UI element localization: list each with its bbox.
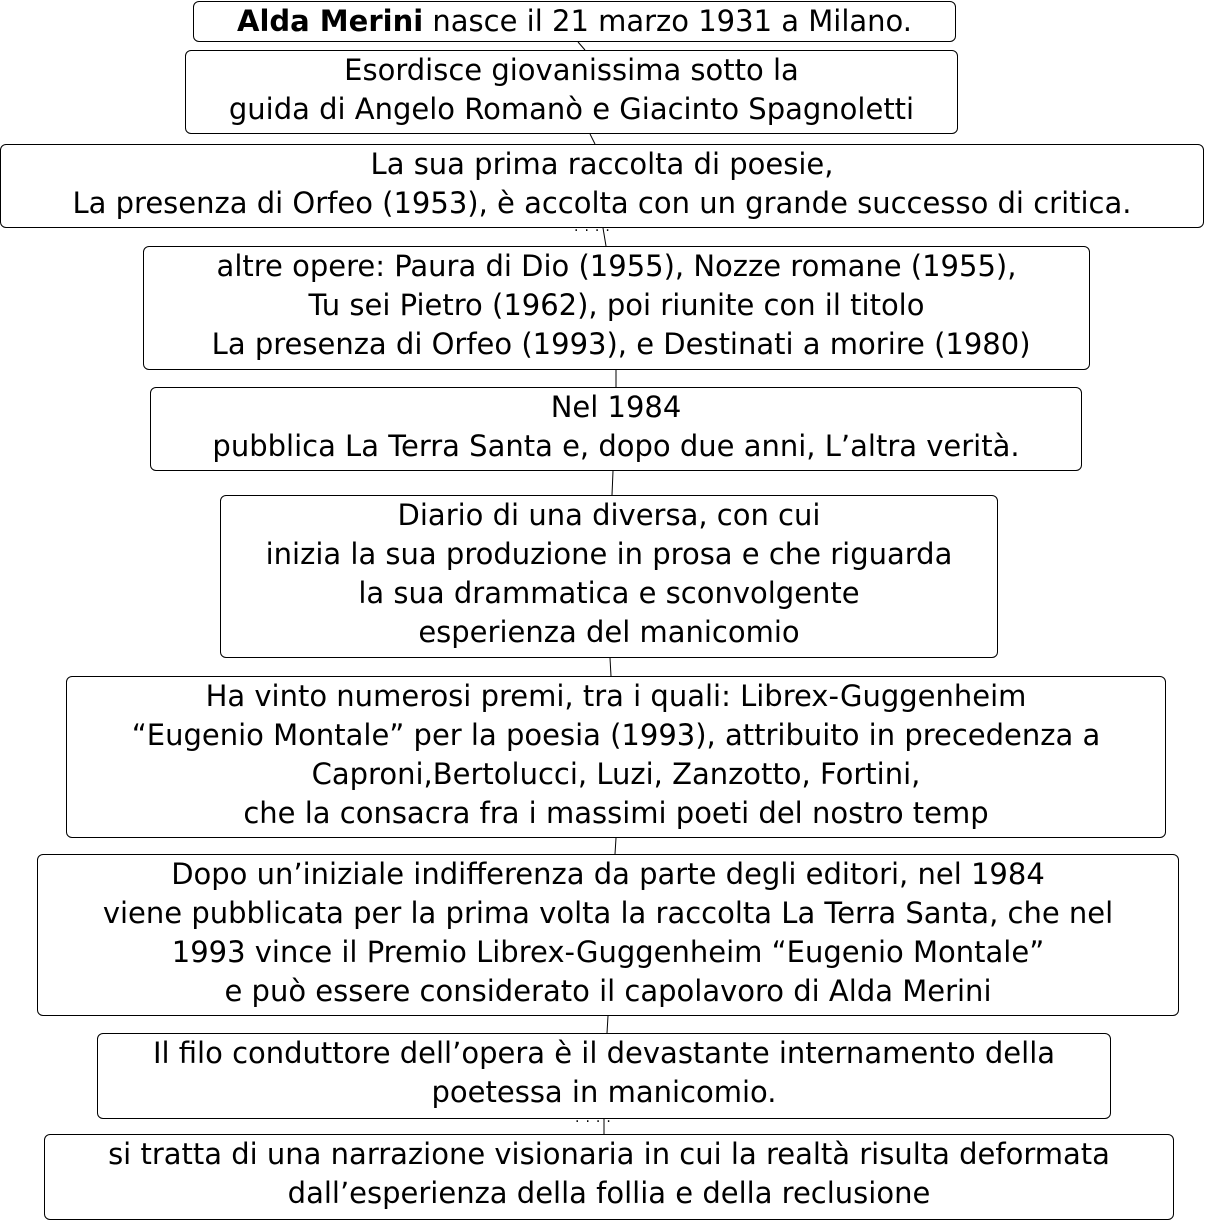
node-line: inizia la sua produzione in prosa e che riguarda [265, 537, 953, 571]
node-line: La sua prima raccolta di poesie, [370, 147, 834, 181]
node-line: Caproni,Bertolucci, Luzi, Zanzotto, Fortini, [311, 757, 921, 791]
node-line: che la consacra fra i massimi poeti del nostro temp [243, 796, 989, 830]
alda-merini-name: Alda Merini [237, 4, 424, 38]
node-diario [220, 495, 998, 658]
node-line: “Eugenio Montale” per la poesia (1993), attribuito in precedenza a [131, 718, 1101, 752]
node-line: Nel 1984 [550, 390, 682, 424]
node-line: Diario di una diversa, con cui [397, 498, 821, 532]
node-filo-conduttore [97, 1033, 1111, 1119]
connector-8 [607, 1016, 608, 1033]
node-line: Esordisce giovanissima sotto la [344, 53, 799, 87]
connector-7 [615, 838, 616, 854]
node-terra-santa [37, 854, 1179, 1016]
node-line: altre opere: Paura di Dio (1955), Nozze romane (1955), [216, 249, 1017, 283]
node-line: pubblica La Terra Santa e, dopo due anni, L’altra verità. [212, 429, 1020, 463]
connector-6 [610, 658, 611, 676]
node-birth [193, 1, 956, 42]
node-1984 [150, 387, 1082, 471]
node-line: e può essere considerato il capolavoro di Alda Merini [224, 974, 992, 1008]
node-awards [66, 676, 1166, 838]
node-line: esperienza del manicomio [418, 615, 800, 649]
node-line: Ha vinto numerosi premi, tra i quali: Librex-Guggenheim [205, 679, 1027, 713]
connector-1 [578, 42, 585, 50]
node-line: la sua drammatica e sconvolgente [358, 576, 860, 610]
connector-5 [612, 471, 613, 495]
connector-2 [590, 134, 595, 144]
node-line: poetessa in manicomio. [431, 1075, 777, 1109]
node-line: guida di Angelo Romanò e Giacinto Spagnoletti [228, 92, 915, 126]
node-other-works [143, 246, 1090, 370]
node-dots: ···· [574, 223, 616, 239]
node-line: 1993 vince il Premio Librex-Guggenheim “Eugenio Montale” [171, 935, 1045, 969]
node-narrazione [44, 1134, 1174, 1220]
node-line: si tratta di una narrazione visionaria in cui la realtà risulta deformata [108, 1137, 1110, 1171]
node-line: La presenza di Orfeo (1993), e Destinati a morire (1980) [202, 327, 1031, 361]
node-line: dall’esperienza della follia e della reclusione [287, 1176, 931, 1210]
node-birth-text [194, 2, 955, 41]
node-line: Il filo conduttore dell’opera è il devastante internamento della [152, 1036, 1056, 1070]
node-line: viene pubblicata per la prima volta la raccolta La Terra Santa, che nel [102, 896, 1114, 930]
node-first-collection [0, 144, 1204, 228]
node-debut [185, 50, 958, 134]
node-line: Tu sei Pietro (1962), poi riunite con il titolo [308, 288, 925, 322]
node-line: Dopo un’iniziale indifferenza da parte degli editori, nel 1984 [171, 857, 1045, 891]
node-dots: ···· [575, 1114, 617, 1130]
node-line: La presenza di Orfeo (1953), è accolta con un grande successo di critica. [72, 186, 1132, 220]
node-birth-rest: nasce il 21 marzo 1931 a Milano. [423, 4, 912, 38]
